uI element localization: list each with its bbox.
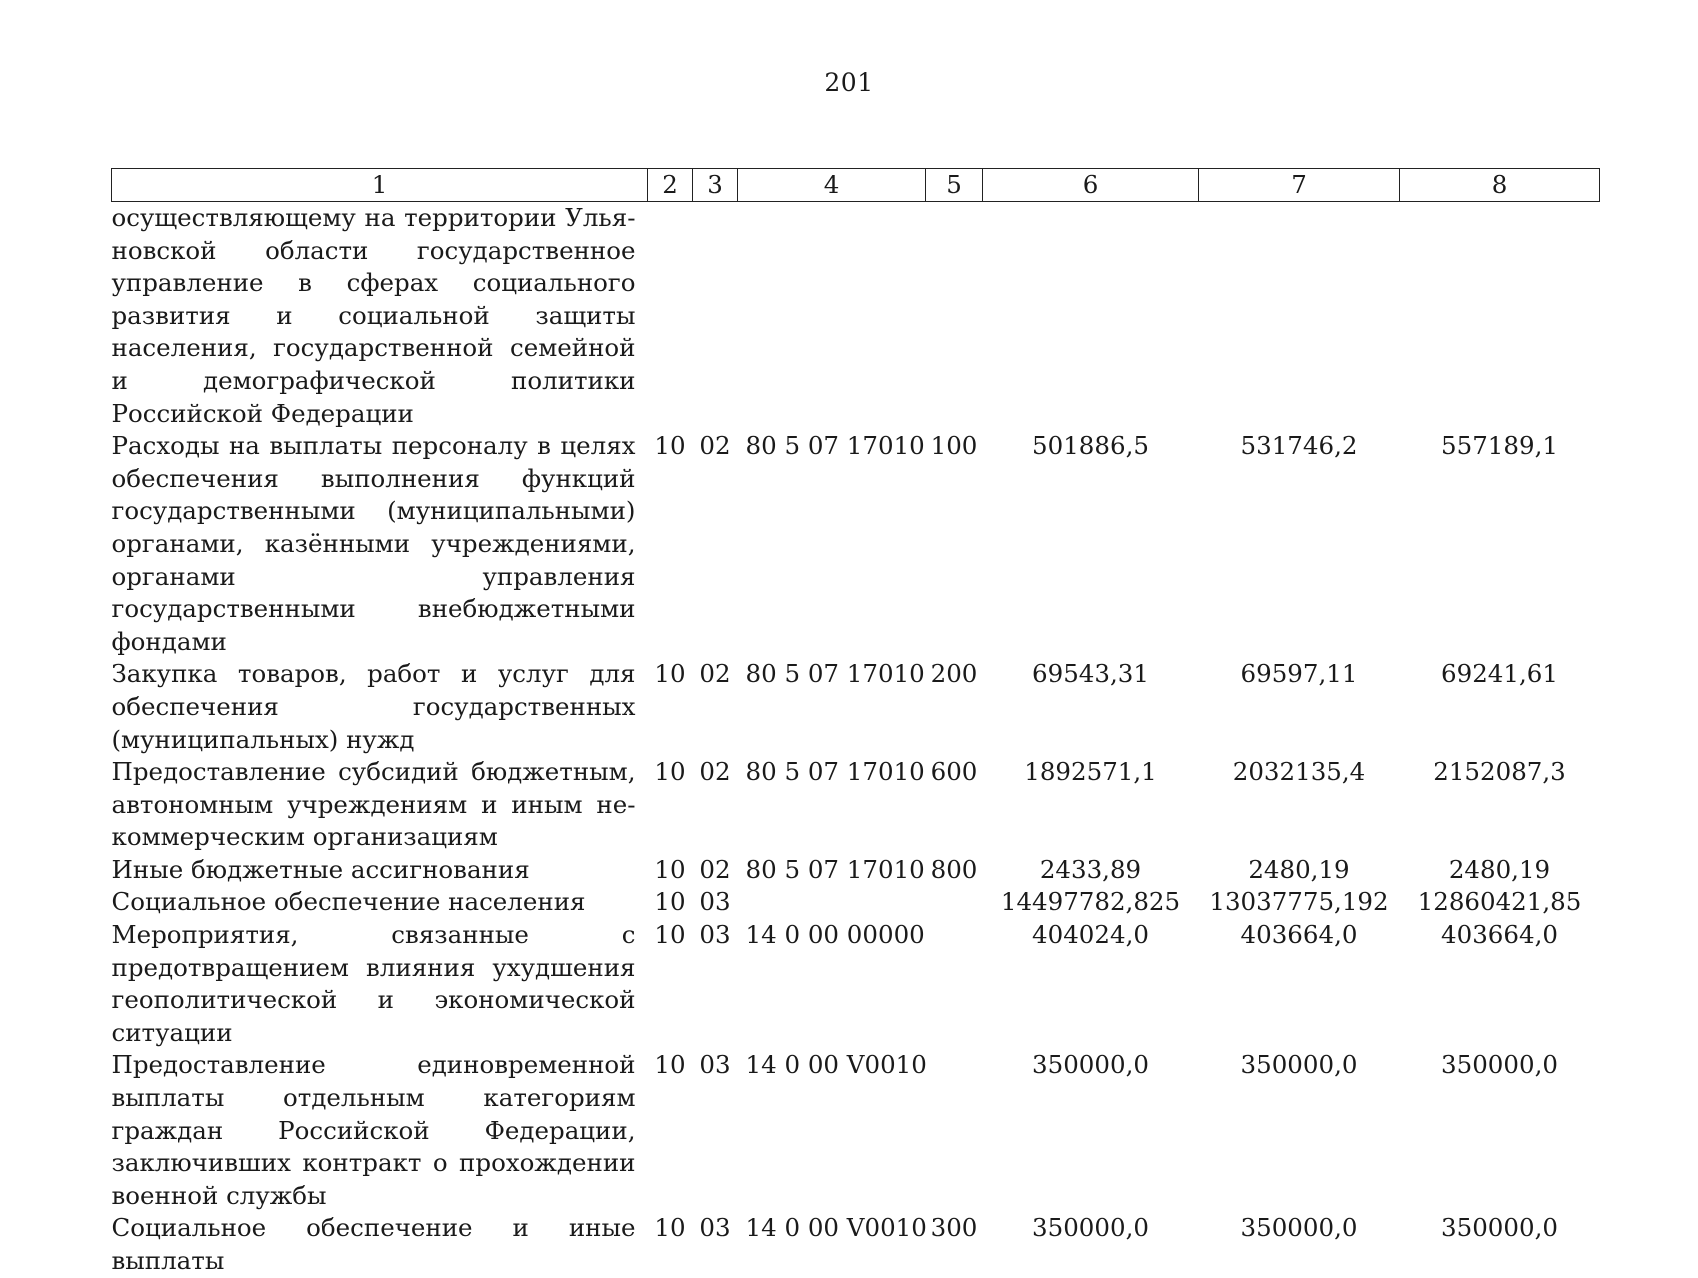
row-amount-col7: 2032135,4 [1232,757,1366,787]
row-amount-col6: 69543,31 [1032,659,1149,689]
row-subsection-code: 03 [699,1050,731,1080]
row-section-code: 10 [654,757,686,787]
row-target-article: 80 5 07 17010 [745,757,925,787]
table-row [112,854,1600,887]
row-name: Предоставление субсидий бюджетным, автономным учреждениям и иным некоммерческим организациям [111,757,636,852]
row-name: Социальное обеспечение и иные выплаты [111,1213,636,1275]
row-amount-col7: 350000,0 [1240,1050,1358,1080]
row-expense-type [926,202,983,431]
table-row [112,886,1600,919]
row-target-article [738,886,926,919]
column-header: 3 [693,169,738,202]
row-target-article: 14 0 00 00000 [745,920,925,950]
row-amount-col6: 350000,0 [1032,1050,1149,1080]
row-amount-col8: 403664,0 [1441,920,1558,950]
page-number: 201 [824,68,874,97]
row-amount-col7: 13037775,192 [1209,887,1389,917]
row-subsection-code: 03 [699,887,731,917]
table-row [112,1212,1600,1277]
row-amount-col7 [1199,202,1400,431]
row-subsection-code [693,202,738,431]
column-header: 1 [112,169,648,202]
row-subsection-code: 03 [699,1213,731,1243]
column-header: 4 [738,169,926,202]
column-header: 5 [926,169,983,202]
row-amount-col6: 404024,0 [1032,920,1149,950]
row-amount-col7: 403664,0 [1240,920,1358,950]
row-target-article [738,202,926,431]
row-target-article: 14 0 00 V0010 [745,1050,927,1080]
row-expense-type: 300 [930,1213,978,1243]
row-section-code: 10 [654,854,686,884]
column-header: 6 [983,169,1199,202]
table-row [112,919,1600,1049]
row-subsection-code: 03 [699,920,731,950]
column-header: 2 [648,169,693,202]
table-row [112,202,1600,431]
row-amount-col8: 350000,0 [1441,1050,1558,1080]
row-amount-col6: 14497782,825 [1000,887,1181,917]
row-expense-type: 100 [930,431,978,461]
row-subsection-code: 02 [699,757,731,787]
row-target-article: 80 5 07 17010 [745,431,925,461]
row-name: Мероприятия, связанные с предотвращением влияния ухудшения геополитической и экономической ситуации [111,920,636,1047]
row-section-code: 10 [654,1213,686,1243]
column-header: 7 [1199,169,1400,202]
budget-table [111,168,1600,1278]
row-target-article: 80 5 07 17010 [745,854,925,884]
table-row [112,756,1600,854]
row-target-article: 14 0 00 V0010 [745,1213,927,1243]
row-amount-col8 [1400,202,1600,431]
row-expense-type [926,1049,983,1212]
row-name: Социальное обеспечение населения [111,887,586,917]
row-amount-col7: 350000,0 [1240,1213,1358,1243]
row-section-code: 10 [654,920,686,950]
row-amount-col6: 501886,5 [1032,431,1149,461]
table-header [112,169,1600,202]
row-expense-type [926,919,983,1049]
header-row [112,169,1600,202]
table-row [112,1049,1600,1212]
row-expense-type [926,886,983,919]
row-amount-col6: 2433,89 [1039,854,1142,884]
row-amount-col6 [983,202,1199,431]
column-header: 8 [1400,169,1600,202]
row-amount-col8: 350000,0 [1441,1213,1558,1243]
row-amount-col6: 350000,0 [1032,1213,1149,1243]
row-subsection-code: 02 [699,431,731,461]
row-section-code: 10 [654,659,686,689]
row-amount-col8: 2152087,3 [1433,757,1566,787]
row-name: Иные бюджетные ассигнования [111,854,530,884]
row-amount-col6: 1892571,1 [1024,757,1157,787]
row-amount-col8: 2480,19 [1448,854,1551,884]
row-expense-type: 600 [930,757,978,787]
row-subsection-code: 02 [699,659,731,689]
row-amount-col7: 69597,11 [1240,659,1358,689]
row-expense-type: 800 [930,854,978,884]
row-name: Предоставление единовременной выплаты отдельным категориям граждан Российской Федерации, заключивших контракт о прохождении военной службы [111,1050,636,1210]
row-amount-col8: 69241,61 [1441,659,1558,689]
table-row [112,658,1600,756]
row-expense-type: 200 [930,659,978,689]
row-section-code: 10 [654,887,686,917]
table-body [112,202,1600,1278]
row-amount-col8: 12860421,85 [1417,887,1582,917]
row-amount-col7: 531746,2 [1240,431,1358,461]
row-section-code [648,202,693,431]
row-name: Закупка товаров, работ и услуг для обеспечения государственных (муниципальных) нужд [111,659,636,754]
row-name: Расходы на выплаты персоналу в целях обеспечения выполнения функций государственными (муниципальными) органами, казёнными учреждениями, органами управления государственными внебюджетными фондами [111,431,636,656]
row-target-article: 80 5 07 17010 [745,659,925,689]
row-amount-col8: 557189,1 [1441,431,1558,461]
row-name: осуществляющему на территории Ульяновской области государственное управление в сферах социального развития и социальной защиты населения, государственной семейной и демографической политики Российской Федерации [111,203,636,428]
table-row [112,430,1600,658]
row-section-code: 10 [654,431,686,461]
row-amount-col7: 2480,19 [1248,854,1350,884]
row-subsection-code: 02 [699,854,731,884]
row-section-code: 10 [654,1050,686,1080]
